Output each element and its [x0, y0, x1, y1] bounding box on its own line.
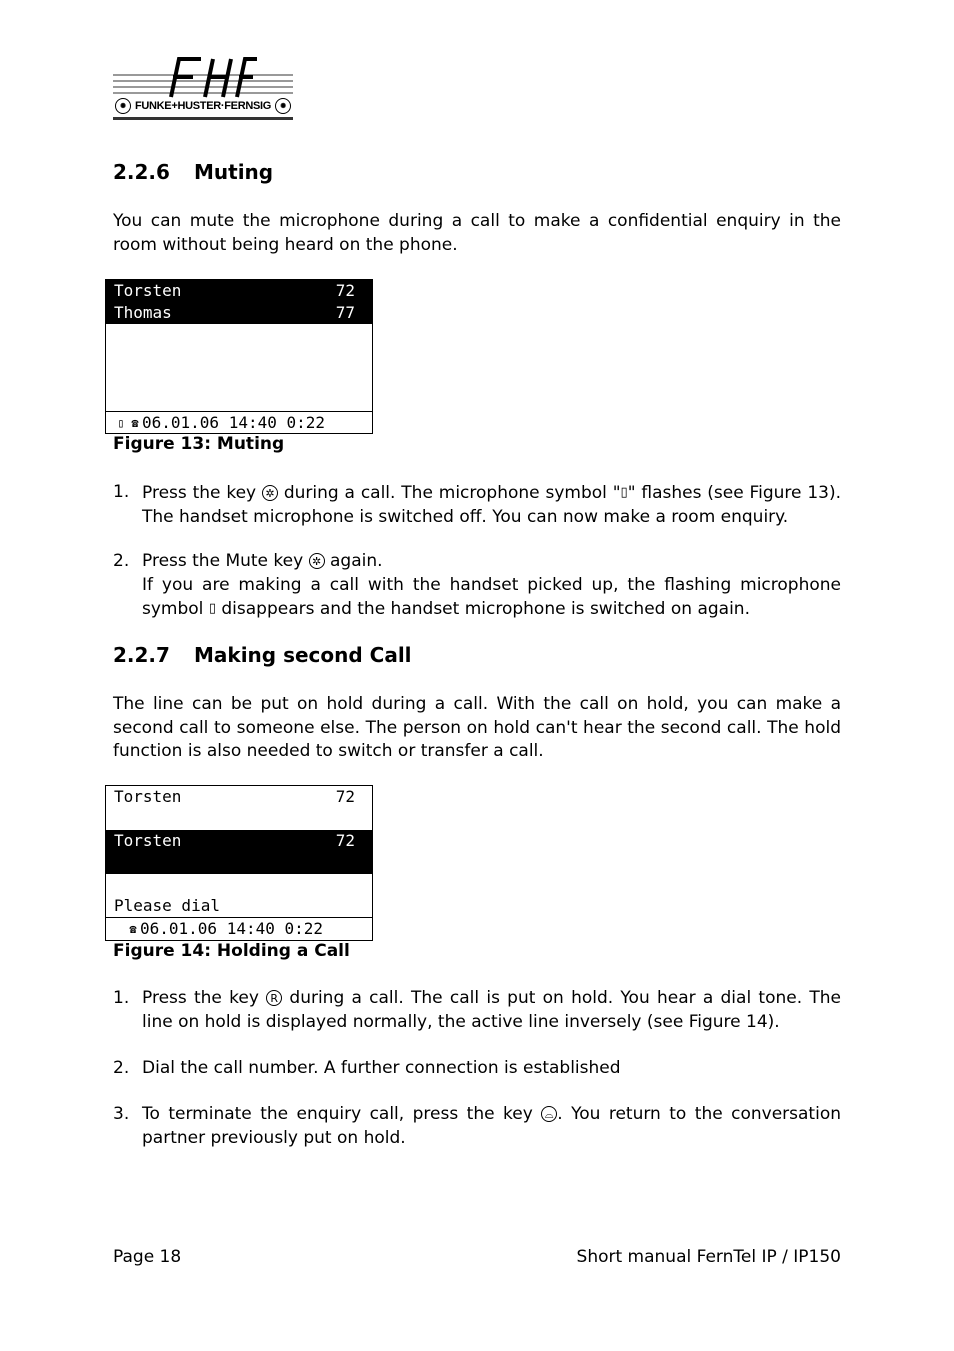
second-call-intro: The line can be put on hold during a call. With the call on hold, you can make a second call to someone else. The person on hold can't hear the second call. The hold function is also needed to switch or transfer a call. [113, 694, 841, 761]
lcd-status-bar: ☎ 06.01.06 14:40 0:22 [106, 917, 372, 939]
seal-icon: ✺ [115, 98, 131, 114]
list-item: 2. Dial the call number. A further connection is established [113, 1058, 621, 1078]
lcd-row-active: Torsten 72 [106, 830, 372, 874]
section-heading-second-call: 2.2.7 Making second Call [113, 643, 412, 667]
microphone-icon: ▯ [620, 485, 628, 500]
mute-key-icon: ✲ [309, 553, 325, 569]
microphone-icon: ▯ [208, 601, 216, 616]
figure-caption: Figure 13: Muting [113, 434, 285, 454]
document-title: Short manual FernTel IP / IP150 [576, 1247, 841, 1267]
list-item: 2. Press the Mute key ✲ again. If you are making a call with the handset picked up, the flashing microphone symbol ▯ disappears and the handset microphone is switched on again. [113, 551, 841, 619]
company-name: ✺ FUNKE+HUSTER·FERNSIG ✺ [113, 95, 293, 117]
microphone-icon: ▯ [117, 415, 125, 430]
page-number: Page 18 [113, 1247, 182, 1267]
lcd-row: Torsten 72 [106, 280, 372, 302]
lcd-prompt: Please dial [114, 896, 220, 915]
mute-key-icon: ✲ [262, 485, 278, 501]
hold-key-icon: R [266, 990, 282, 1006]
handset-icon: ☎ [129, 921, 137, 936]
list-item: 1. Press the key ✲ during a call. The microphone symbol "▯" flashes (see Figure 13). The handset microphone is switched off. You can now make a room enquiry. [113, 482, 841, 527]
lcd-row: Torsten 72 [114, 787, 355, 806]
section-heading-muting: 2.2.6 Muting [113, 160, 274, 184]
lcd-display-muting [105, 279, 373, 434]
logo-underline [113, 117, 293, 120]
list-item: 1. Press the key R during a call. The call is put on hold. You hear a dial tone. The line on hold is displayed normally, the active line inversely (see Figure 14). [113, 988, 841, 1032]
lcd-status-bar: ▯ ☎ 06.01.06 14:40 0:22 [106, 411, 372, 433]
handset-icon: ☎ [131, 415, 139, 430]
muting-intro: You can mute the microphone during a call to make a confidential enquiry in the room without being heard on the phone. [113, 211, 841, 255]
end-call-key-icon: ⌓ [541, 1106, 557, 1122]
seal-icon: ✺ [275, 98, 291, 114]
figure-caption: Figure 14: Holding a Call [113, 941, 350, 961]
list-item: 3. To terminate the enquiry call, press the key ⌓ . You return to the conversation partner previously put on hold. [113, 1104, 841, 1148]
lcd-row: Thomas 77 [106, 302, 372, 324]
lcd-display-hold [105, 785, 373, 941]
company-logo [113, 55, 293, 123]
